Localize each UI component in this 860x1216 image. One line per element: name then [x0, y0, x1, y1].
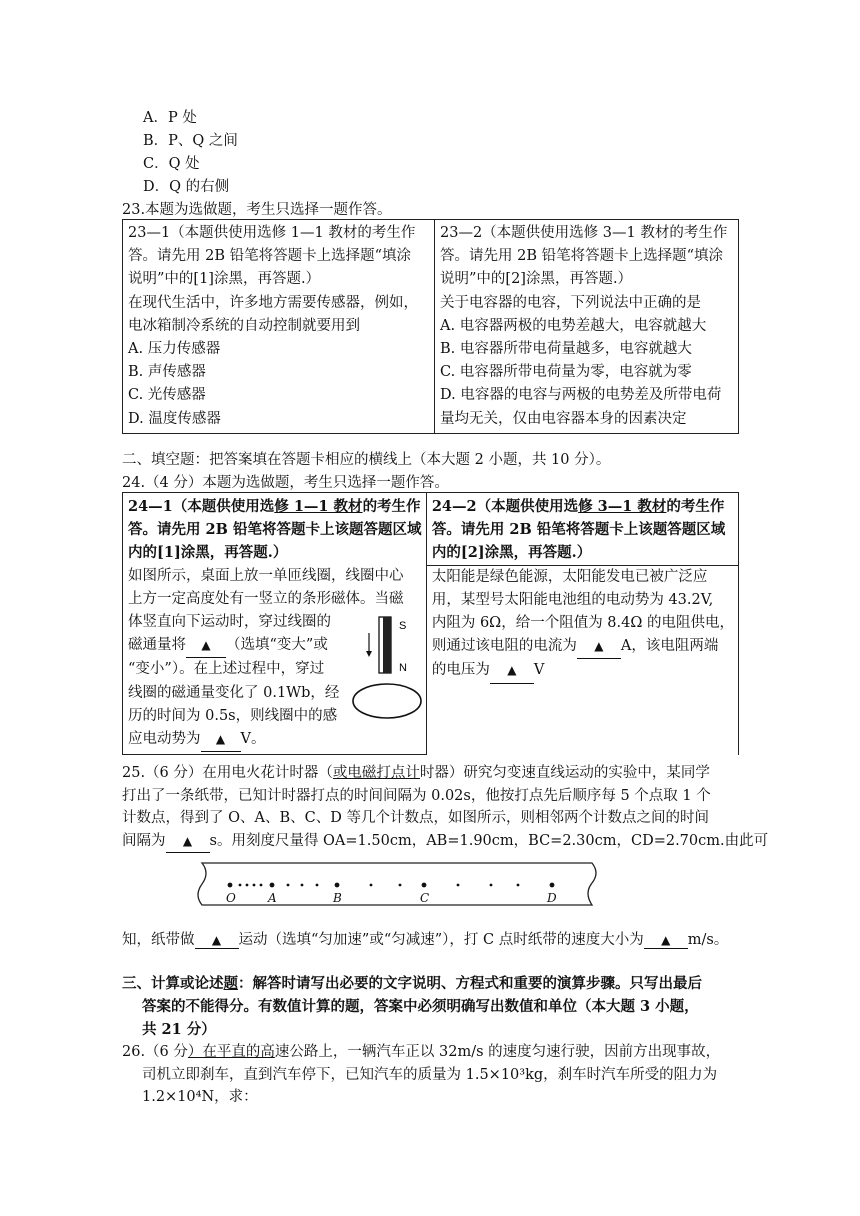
point-label-a: A — [268, 891, 277, 905]
section-3-l1b: 题 — [223, 975, 238, 992]
q26-line: 1.2×10⁴N，求： — [142, 1089, 258, 1105]
option-b: B．P、Q 之间 — [143, 133, 238, 149]
arrow-head-icon — [366, 651, 372, 657]
q24-2-l4a: 则通过该电阻的电流为 — [431, 638, 577, 655]
q24-2-line: 太阳能是绿色能源，太阳能发电已被广泛应 — [431, 568, 708, 585]
q24-1-line: 体竖直向下运动时，穿过线圈的 — [128, 614, 331, 631]
q23-1-line: C. 光传感器 — [128, 387, 206, 404]
q24-table — [122, 492, 739, 755]
q23-1-line: 在现代生活中，许多地方需要传感器，例如， — [128, 294, 418, 311]
q24-2-l4b: A，该电阻两端 — [620, 638, 719, 655]
blank-mark: ▲ — [507, 663, 517, 678]
tape-dot — [399, 884, 402, 887]
q24-1-line: 线圈的磁通量变化了 0.1Wb，经 — [128, 684, 340, 701]
q24-intro: 24.（4 分）本题为选做题，考生只选择一题作答。 — [122, 475, 449, 491]
tape-dot — [287, 884, 290, 887]
q25-l4a: 间隔为 — [122, 832, 166, 849]
q25-l1a: 25.（6 分）在用电火花计时器（ — [122, 765, 333, 781]
option-c: C．Q 处 — [143, 156, 200, 172]
q25-line: 计数点，得到了 O、A、B、C、D 等几个计数点，如图所示，则相邻两个计数点之间的时间 — [122, 810, 709, 826]
q26-paragraph — [122, 1041, 720, 1109]
q24-1-line: 如图所示，桌面上放一单匝线圈，线圈中心 — [128, 567, 404, 584]
tape-dot — [228, 883, 233, 888]
q26-l1a: 26.（6 分 — [122, 1044, 188, 1060]
section-3-line: 共 21 分） — [142, 1021, 216, 1038]
q23-1-line: D. 温度传感器 — [128, 410, 221, 427]
section-3-l1c: ：解答时请写出必要的文字说明、方程式和重要的演算步骤。只写出最后 — [238, 975, 702, 992]
q24-1-h1b: 修 1—1 教材 — [274, 498, 363, 515]
magnet-s-label: S — [399, 620, 407, 632]
q23-1-line: 电冰箱制冷系统的自动控制就要用到 — [128, 317, 360, 334]
q25-last-line — [122, 928, 728, 949]
tape-dot — [253, 884, 256, 887]
q23-option-2 — [435, 220, 739, 434]
q24-1-header-line: 答。请先用 2B 铅笔将答题卡上该题答题区域 — [128, 521, 422, 539]
q24-1-line: 上方一定高度处有一竖立的条形磁体。当磁 — [128, 590, 404, 607]
q24-1-h1c: 的考生作 — [362, 498, 421, 515]
answer-blank — [644, 932, 688, 949]
q23-table — [122, 219, 739, 434]
q23-1-line: 答。请先用 2B 铅笔将答题卡上选择题“填涂 — [128, 248, 412, 265]
q25-line — [122, 762, 768, 785]
blank-mark: ▲ — [215, 732, 226, 747]
q24-1-l8a: 应电动势为 — [128, 731, 201, 748]
section-2-title: 二、填空题：把答案填在答题卡相应的横线上（本大题 2 小题，共 10 分）。 — [122, 452, 611, 468]
tape-dot — [239, 884, 242, 887]
blank-mark: ▲ — [661, 933, 671, 947]
q26-line — [122, 1041, 720, 1064]
section-3-title — [122, 972, 702, 1041]
q24-2-h1a: 24—2（本题供使用选 — [431, 498, 579, 515]
tape-dot — [335, 883, 340, 888]
blank-mark: ▲ — [182, 833, 193, 848]
answer-blank — [186, 634, 226, 658]
q23-1-line: A. 压力传感器 — [128, 341, 221, 358]
tape-dot — [270, 883, 275, 888]
q23-1-line: B. 声传感器 — [128, 364, 206, 381]
q23-2-line: 答。请先用 2B 铅笔将答题卡上选择题“填涂 — [440, 248, 724, 265]
q24-2-h1b: 修 3—1 教材 — [578, 498, 667, 515]
point-label-d: D — [547, 891, 557, 905]
q25-l5b: 运动（选填“匀加速”或“匀减速”），打 C 点时纸带的速度大小为 — [238, 932, 644, 948]
q25-l5c: m/s。 — [687, 932, 729, 948]
q24-1-line — [128, 728, 422, 752]
q24-2-header-line: 答。请先用 2B 铅笔将答题卡上该题答题区域 — [431, 521, 726, 539]
point-label-b: B — [333, 891, 342, 905]
q24-2-l5b: V — [533, 662, 545, 679]
tape-dot — [422, 883, 427, 888]
q24-2-h1c: 的考生作 — [666, 498, 725, 515]
section-3-line — [122, 972, 702, 995]
tape-dot — [246, 884, 249, 887]
paper-tape — [198, 863, 596, 905]
answer-blank — [166, 830, 210, 854]
answer-blank — [577, 635, 621, 659]
tape-dot — [260, 884, 263, 887]
tape-dot — [457, 884, 460, 887]
point-label-o: O — [226, 891, 236, 905]
q25-l1b: 或电磁打点计 — [332, 765, 420, 781]
q23-2-line: 量均无关，仅由电容器本身的因素决定 — [440, 410, 687, 427]
q25-l1c: 时器）研究匀变速直线运动的实验中，某同学 — [419, 765, 710, 781]
q24-option-2 — [426, 493, 738, 755]
q26-l1b: ）在平直的高 — [187, 1044, 275, 1060]
answer-blank — [201, 728, 241, 752]
q23-2-line: C. 电容器所带电荷量为零，电容就为零 — [440, 364, 692, 381]
q24-2-line — [432, 659, 734, 683]
option-a: A．P 处 — [143, 110, 197, 126]
q24-1-line: “变小”）。在上述过程中，穿过 — [128, 661, 325, 678]
q23-option-1 — [123, 220, 435, 434]
magnet-shade — [383, 617, 391, 673]
q23-intro: 23.本题为选做题，考生只选择一题作答。 — [122, 202, 392, 218]
tape-dot — [517, 884, 520, 887]
q23-1-line: 说明”中的[1]涂黑，再答题.） — [128, 271, 321, 288]
magnet-n-label: N — [399, 662, 407, 674]
option-d: D．Q 的右侧 — [143, 179, 230, 195]
q24-1-header-line — [128, 495, 422, 518]
q25-l5a: 知，纸带做 — [122, 932, 195, 948]
q24-2-header-line — [432, 495, 734, 518]
q24-2-header-line: 内的[2]涂黑，再答题.） — [427, 541, 738, 565]
tape-dot — [490, 884, 493, 887]
blank-mark: ▲ — [201, 638, 211, 653]
coil — [353, 684, 421, 718]
q24-2-l5a: 的电压为 — [431, 662, 490, 679]
section-3-l1a: 三、计算或论述 — [122, 975, 224, 992]
q24-2-line: 内阻为 6Ω，给一个阻值为 8.4Ω 的电阻供电， — [431, 615, 734, 632]
q23-1-line: 23—1（本题供使用选修 1—1 教材的考生作 — [128, 225, 416, 241]
q24-1-h1a: 24—1（本题供使用选 — [128, 498, 275, 515]
tape-dot — [316, 884, 319, 887]
q24-2-line: 用，某型号太阳能电池组的电动势为 43.2V, — [431, 591, 714, 608]
q24-option-1 — [123, 493, 427, 755]
q25-line: 打出了一条纸带，已知计时器打点的时间间隔为 0.02s，他按打点先后顺序每 5 个点取 1 个 — [122, 787, 711, 804]
paper-tape-figure — [196, 855, 598, 913]
q24-1-line: 历的时间为 0.5s，则线圈中的感 — [128, 707, 338, 724]
tape-dot — [301, 884, 304, 887]
q24-2-line — [432, 635, 734, 659]
q23-2-line: D. 电容器的电容与两极的电势差及所带电荷 — [440, 387, 722, 404]
q23-2-line: B. 电容器所带电荷量越多，电容就越大 — [440, 341, 692, 358]
q24-1-header-line: 内的[1]涂黑，再答题.） — [128, 544, 288, 562]
q23-2-line: 23—2（本题供使用选修 3—1 教材的考生作 — [440, 225, 728, 241]
tape-dot — [550, 883, 555, 888]
tape-dot — [370, 884, 373, 887]
q25-l4b: s。用刻度尺量得 OA=1.50cm，AB=1.90cm，BC=2.30cm，CD=2.70cm.由此可 — [209, 832, 769, 849]
q25-paragraph — [122, 762, 768, 853]
point-label-c: C — [420, 891, 430, 905]
q26-l1c: 速公路上，一辆汽车正以 32m/s 的速度匀速行驶，因前方出现事故， — [274, 1044, 721, 1060]
answer-blank — [490, 659, 534, 683]
q25-line — [122, 830, 768, 854]
q24-1-l8b: V。 — [240, 731, 266, 748]
blank-mark: ▲ — [211, 933, 222, 947]
q23-2-line: A. 电容器两极的电势差越大，电容就越大 — [440, 317, 707, 334]
q23-2-line: 关于电容器的电容，下列说法中正确的是 — [440, 294, 701, 311]
section-3-line: 答案的不能得分。有数值计算的题，答案中必须明确写出数值和单位（本大题 3 小题， — [142, 998, 699, 1015]
answer-blank — [195, 932, 239, 949]
q26-line: 司机立即刹车，直到汽车停下，已知汽车的质量为 1.5×10³kg，刹车时汽车所受的阻力为 — [142, 1066, 718, 1083]
q24-1-l4a: 磁通量将 — [128, 637, 186, 654]
blank-mark: ▲ — [594, 639, 604, 654]
q23-2-line: 说明”中的[2]涂黑，再答题.） — [440, 271, 633, 288]
q24-1-l4b: （选填“变大”或 — [226, 637, 328, 654]
magnet-coil-figure — [349, 609, 425, 721]
